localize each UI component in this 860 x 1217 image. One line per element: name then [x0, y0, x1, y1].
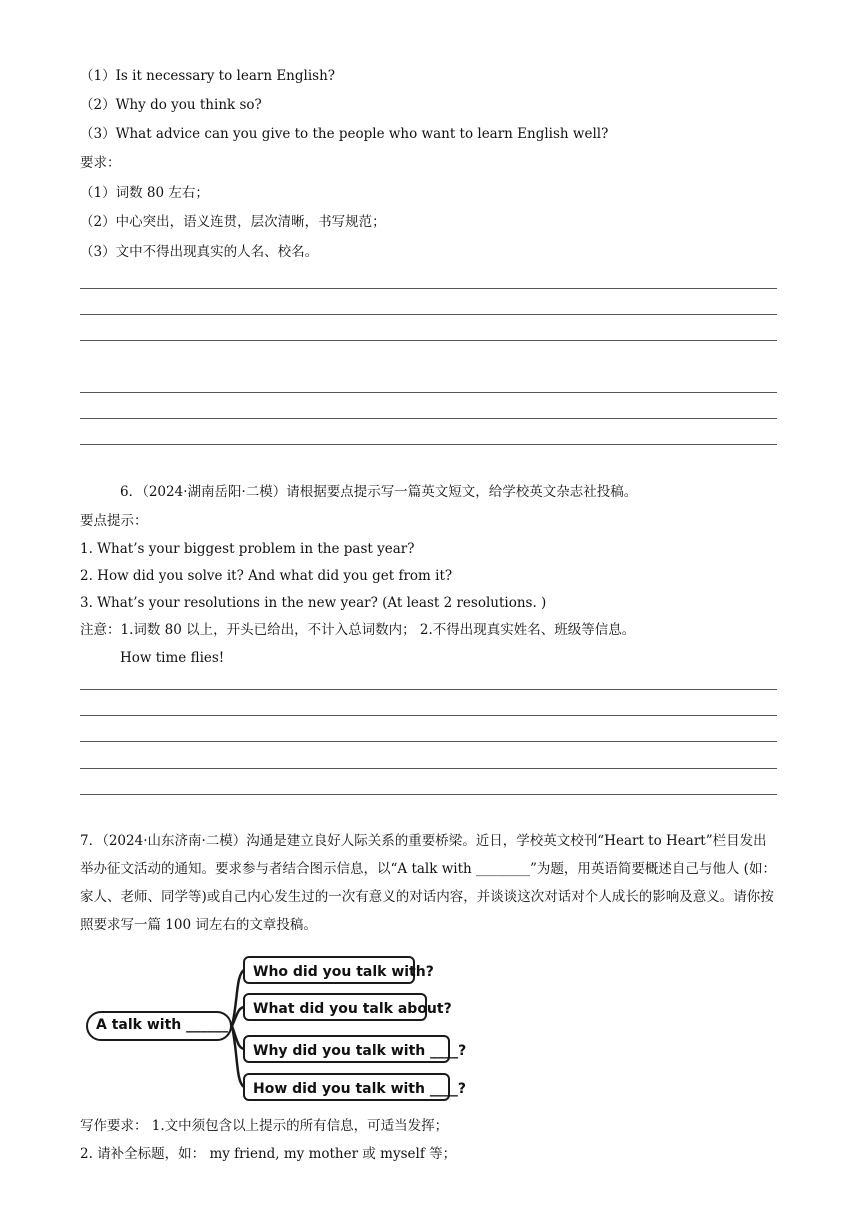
- q5-requirement-2: （2）中心突出，语义连贯，层次清晰，书写规范；: [80, 214, 386, 230]
- mindmap-root: A talk with ______: [86, 1011, 232, 1041]
- q6-hint-1: 1. What’s your biggest problem in the past year?: [80, 541, 415, 557]
- q5-point-2: （2）Why do you think so?: [80, 97, 262, 113]
- mindmap-branch-who: Who did you talk with?: [243, 956, 415, 984]
- q6-note: 注意：1.词数 80 以上，开头已给出，不计入总词数内； 2.不得出现真实姓名、班级等信息。: [80, 622, 636, 638]
- mindmap-branch-what: What did you talk about?: [243, 993, 427, 1021]
- mindmap-branch-why: Why did you talk with ____?: [243, 1035, 450, 1063]
- q7-heading: 7．（2024·山东济南·二模）沟通是建立良好人际关系的重要桥梁。近日，学校英文校刊“Heart to Heart”栏目发出举办征文活动的通知。要求参与者结合图示信息，以“A talk with ________”为题，用英语简要概述自己与他人 (如：家人、老师、同学等)或自己内心发生过的一次有意义的对话内容，并谈谈这次对话对个人成长的影响及意义。请你按照要求写一篇 100 词左右的文章投稿。: [80, 833, 776, 933]
- q6-opening-sentence: How time flies!: [120, 650, 225, 666]
- q5-requirement-3: （3）文中不得出现真实的人名、校名。: [80, 244, 319, 260]
- q6-heading: 6．（2024·湖南岳阳·二模）请根据要点提示写一篇英文短文，给学校英文杂志社投稿。: [120, 484, 638, 500]
- q7-requirement-1: 写作要求： 1.文中须包含以上提示的所有信息，可适当发挥；: [80, 1118, 449, 1134]
- q7-requirement-2: 2. 请补全标题，如： my friend, my mother 或 myself 等；: [80, 1146, 457, 1162]
- mindmap-branch-how: How did you talk with ____?: [243, 1073, 450, 1101]
- q5-requirements-title: 要求：: [80, 155, 121, 171]
- q5-requirement-1: （1）词数 80 左右；: [80, 185, 209, 201]
- q5-point-1: （1）Is it necessary to learn English?: [80, 68, 336, 84]
- q6-hint-title: 要点提示：: [80, 513, 148, 529]
- q6-hint-2: 2. How did you solve it? And what did you get from it?: [80, 568, 453, 584]
- q5-point-3: （3）What advice can you give to the people who want to learn English well?: [80, 126, 609, 142]
- q6-hint-3: 3. What’s your resolutions in the new year? (At least 2 resolutions. ): [80, 595, 547, 611]
